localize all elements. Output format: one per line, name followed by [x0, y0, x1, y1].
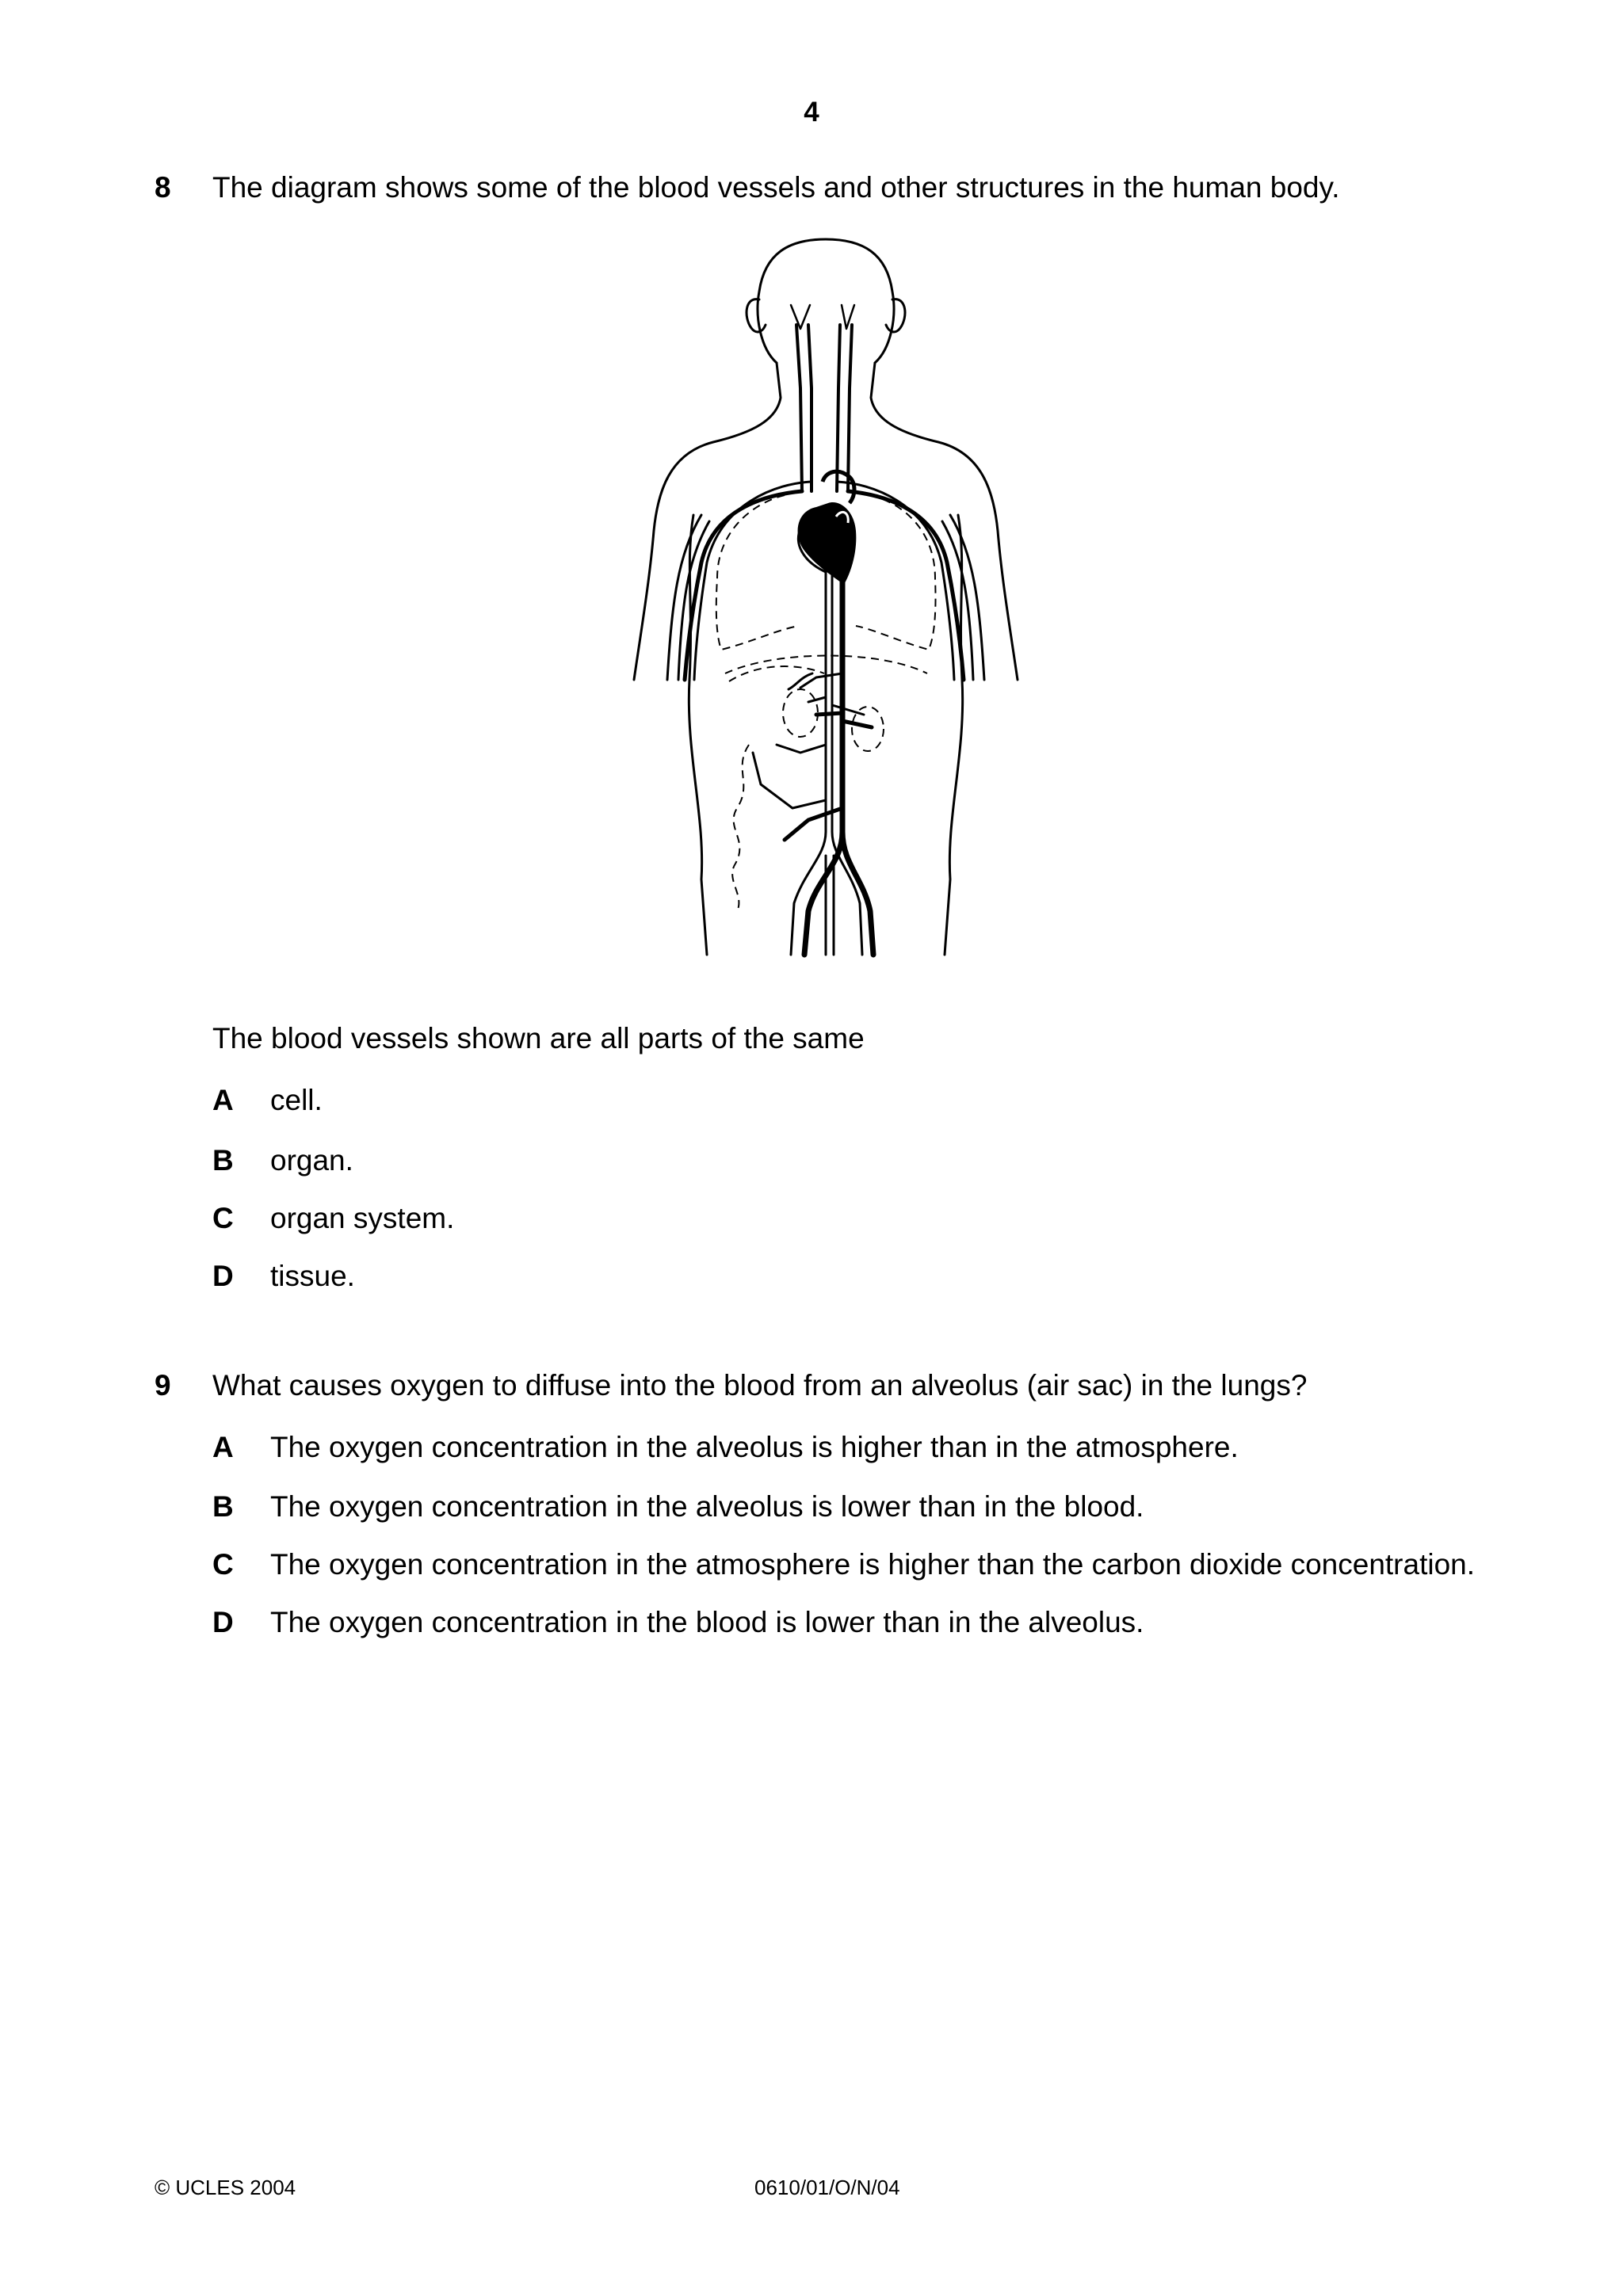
- question-9-option-d-text: The oxygen concentration in the blood is lower than in the alveolus.: [270, 1606, 1144, 1638]
- question-9-option-c-letter: C: [212, 1548, 234, 1581]
- footer-paper-code: 0610/01/O/N/04: [754, 2176, 900, 2199]
- question-8-stem: The blood vessels shown are all parts of the same: [212, 1022, 865, 1055]
- question-8-option-a-text: cell.: [270, 1084, 323, 1116]
- right-torso-outline: [945, 515, 963, 955]
- right-ear: [886, 299, 905, 332]
- question-8-option-b-text: organ.: [270, 1144, 353, 1177]
- question-8-option-c-text: organ system.: [270, 1202, 455, 1234]
- question-9-option-b-text: The oxygen concentration in the alveolus is lower than in the blood.: [270, 1490, 1144, 1523]
- left-ear: [747, 299, 766, 332]
- question-9-option-d-letter: D: [212, 1606, 234, 1638]
- left-shoulder-outline: [634, 363, 781, 680]
- question-8-number: 8: [155, 171, 171, 204]
- question-8-option-b-letter: B: [212, 1144, 234, 1177]
- left-kidney-outline: [783, 689, 818, 737]
- question-9-text: What causes oxygen to diffuse into the blood from an alveolus (air sac) in the lungs?: [212, 1369, 1308, 1402]
- footer-copyright: © UCLES 2004: [155, 2176, 296, 2199]
- head-outline: [758, 239, 894, 363]
- question-8-option-a-letter: A: [212, 1084, 234, 1116]
- intestine-outline: [732, 745, 749, 911]
- right-shoulder-outline: [871, 363, 1018, 680]
- question-8-option-c-letter: C: [212, 1202, 234, 1234]
- question-8-option-d-text: tissue.: [270, 1260, 355, 1292]
- question-9-number: 9: [155, 1369, 171, 1402]
- question-8-option-d-letter: D: [212, 1260, 234, 1292]
- question-9-option-c-text: The oxygen concentration in the atmosphere is higher than the carbon dioxide concentration.: [270, 1548, 1476, 1581]
- question-9-option-b-letter: B: [212, 1490, 234, 1523]
- question-8-text: The diagram shows some of the blood vessels and other structures in the human body.: [212, 171, 1340, 204]
- page-number: 4: [804, 97, 819, 128]
- circulatory-system-diagram: [618, 230, 1030, 967]
- question-9-option-a-text: The oxygen concentration in the alveolus is higher than in the atmosphere.: [270, 1431, 1239, 1463]
- question-9-option-a-letter: A: [212, 1431, 234, 1463]
